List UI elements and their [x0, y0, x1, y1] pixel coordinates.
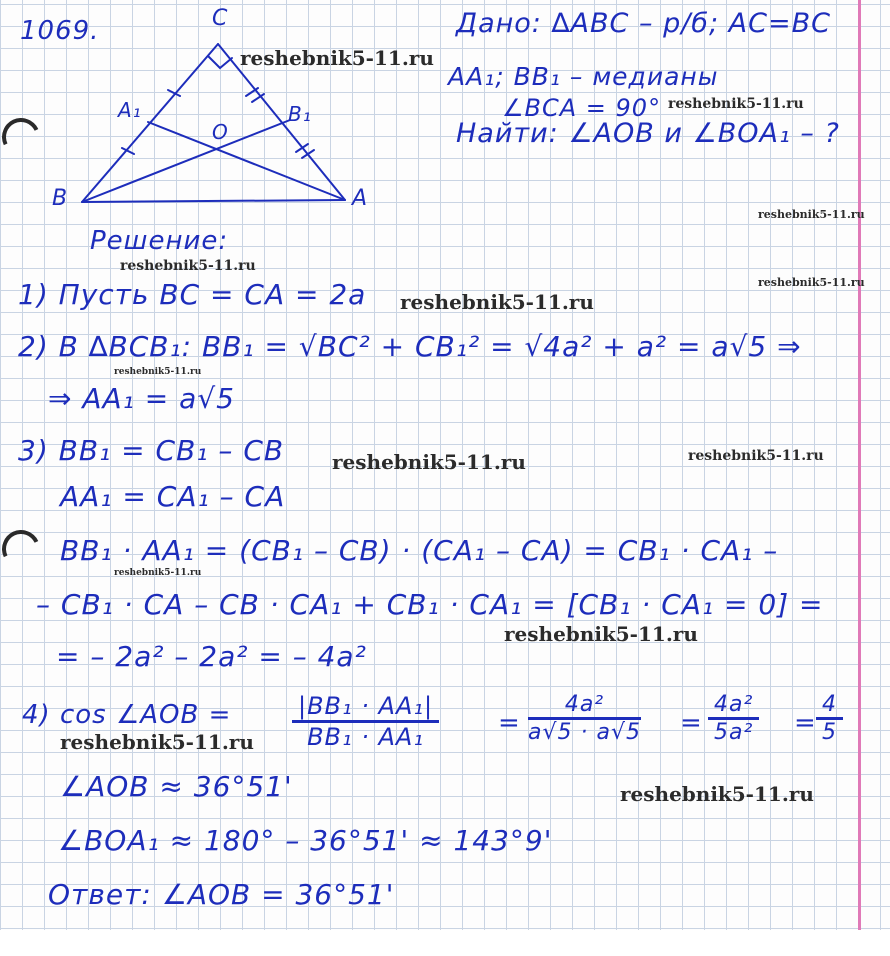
fraction-numerator: 4 [816, 692, 843, 720]
find-statement: Найти: ∠AOB и ∠BOA₁ – ? [456, 118, 840, 149]
step-3-dot-product: BB₁ · AA₁ = (CB₁ – CB) · (CA₁ – CA) = CB₁ · CA₁ – [60, 534, 779, 567]
median-bb1 [82, 120, 290, 202]
step-4-fraction-4 [816, 692, 843, 745]
angle-aob: ∠AOB ≈ 36°51' [60, 770, 293, 803]
watermark: reshebnik5-11.ru [114, 367, 202, 377]
fraction-numerator: 4a² [528, 692, 641, 720]
tick-mark [302, 150, 314, 158]
step-4-fraction-2 [528, 692, 641, 745]
equals-sign: = [498, 708, 521, 738]
watermark: reshebnik5-11.ru [332, 450, 526, 474]
watermark: reshebnik5-11.ru [240, 46, 434, 70]
step-2-result: ⇒ AA₁ = a√5 [48, 382, 235, 415]
fraction-denominator: 5a² [714, 720, 754, 745]
watermark: reshebnik5-11.ru [668, 96, 804, 112]
given-medians: AA₁; BB₁ – медианы [448, 62, 719, 91]
point-label-a1: A₁ [118, 98, 142, 122]
step-3-vector-bb1: 3) BB₁ = CB₁ – CB [18, 434, 285, 467]
watermark: reshebnik5-11.ru [504, 622, 698, 646]
equals-sign: = [680, 708, 703, 738]
watermark: reshebnik5-11.ru [758, 208, 865, 221]
point-label-o: O [212, 120, 229, 144]
vertex-label-c: C [212, 6, 229, 31]
step-4-fraction-3 [708, 692, 759, 745]
equals-sign: = [794, 708, 817, 738]
fraction-numerator: 4a² [708, 692, 759, 720]
watermark: reshebnik5-11.ru [60, 730, 254, 754]
step-1: 1) Пусть BC = CA = 2a [18, 278, 367, 311]
watermark: reshebnik5-11.ru [400, 290, 594, 314]
fraction-numerator: |BB₁ · AA₁| [292, 692, 439, 723]
fraction-denominator: BB₁ · AA₁ [307, 723, 424, 751]
fraction-denominator: 5 [822, 720, 837, 745]
solution-heading: Решение: [90, 226, 229, 256]
given-statement: Дано: ∆ABC – р/б; AC=BC [456, 8, 831, 39]
step-2: 2) В ∆BCB₁: BB₁ = √BC² + CB₁² = √4a² + a² = a√5 ⇒ [18, 330, 802, 363]
vertex-label-a: A [352, 186, 369, 211]
step-4-label: 4) cos ∠AOB = [22, 700, 232, 730]
point-label-b1: B₁ [288, 102, 312, 126]
step-3-vector-aa1: AA₁ = CA₁ – CA [60, 480, 286, 513]
given-angle: ∠BCA = 90° [502, 94, 662, 122]
watermark: reshebnik5-11.ru [114, 568, 202, 578]
watermark: reshebnik5-11.ru [120, 258, 256, 274]
step-3-result: = – 2a² – 2a² = – 4a² [56, 640, 367, 673]
watermark: reshebnik5-11.ru [758, 276, 865, 289]
vertex-label-b: B [52, 186, 69, 211]
fraction-denominator: a√5 · a√5 [528, 720, 641, 745]
answer: Ответ: ∠AOB = 36°51' [48, 878, 395, 911]
angle-boa1: ∠BOA₁ ≈ 180° – 36°51' ≈ 143°9' [58, 824, 553, 857]
median-aa1 [148, 122, 345, 200]
step-4-fraction-1 [292, 692, 439, 751]
problem-number: 1069. [20, 16, 100, 46]
watermark: reshebnik5-11.ru [620, 782, 814, 806]
side-ba [82, 200, 345, 202]
watermark: reshebnik5-11.ru [688, 448, 824, 464]
step-3-expansion: – CB₁ · CA – CB · CA₁ + CB₁ · CA₁ = [CB₁ · CA₁ = 0] = [36, 588, 824, 621]
